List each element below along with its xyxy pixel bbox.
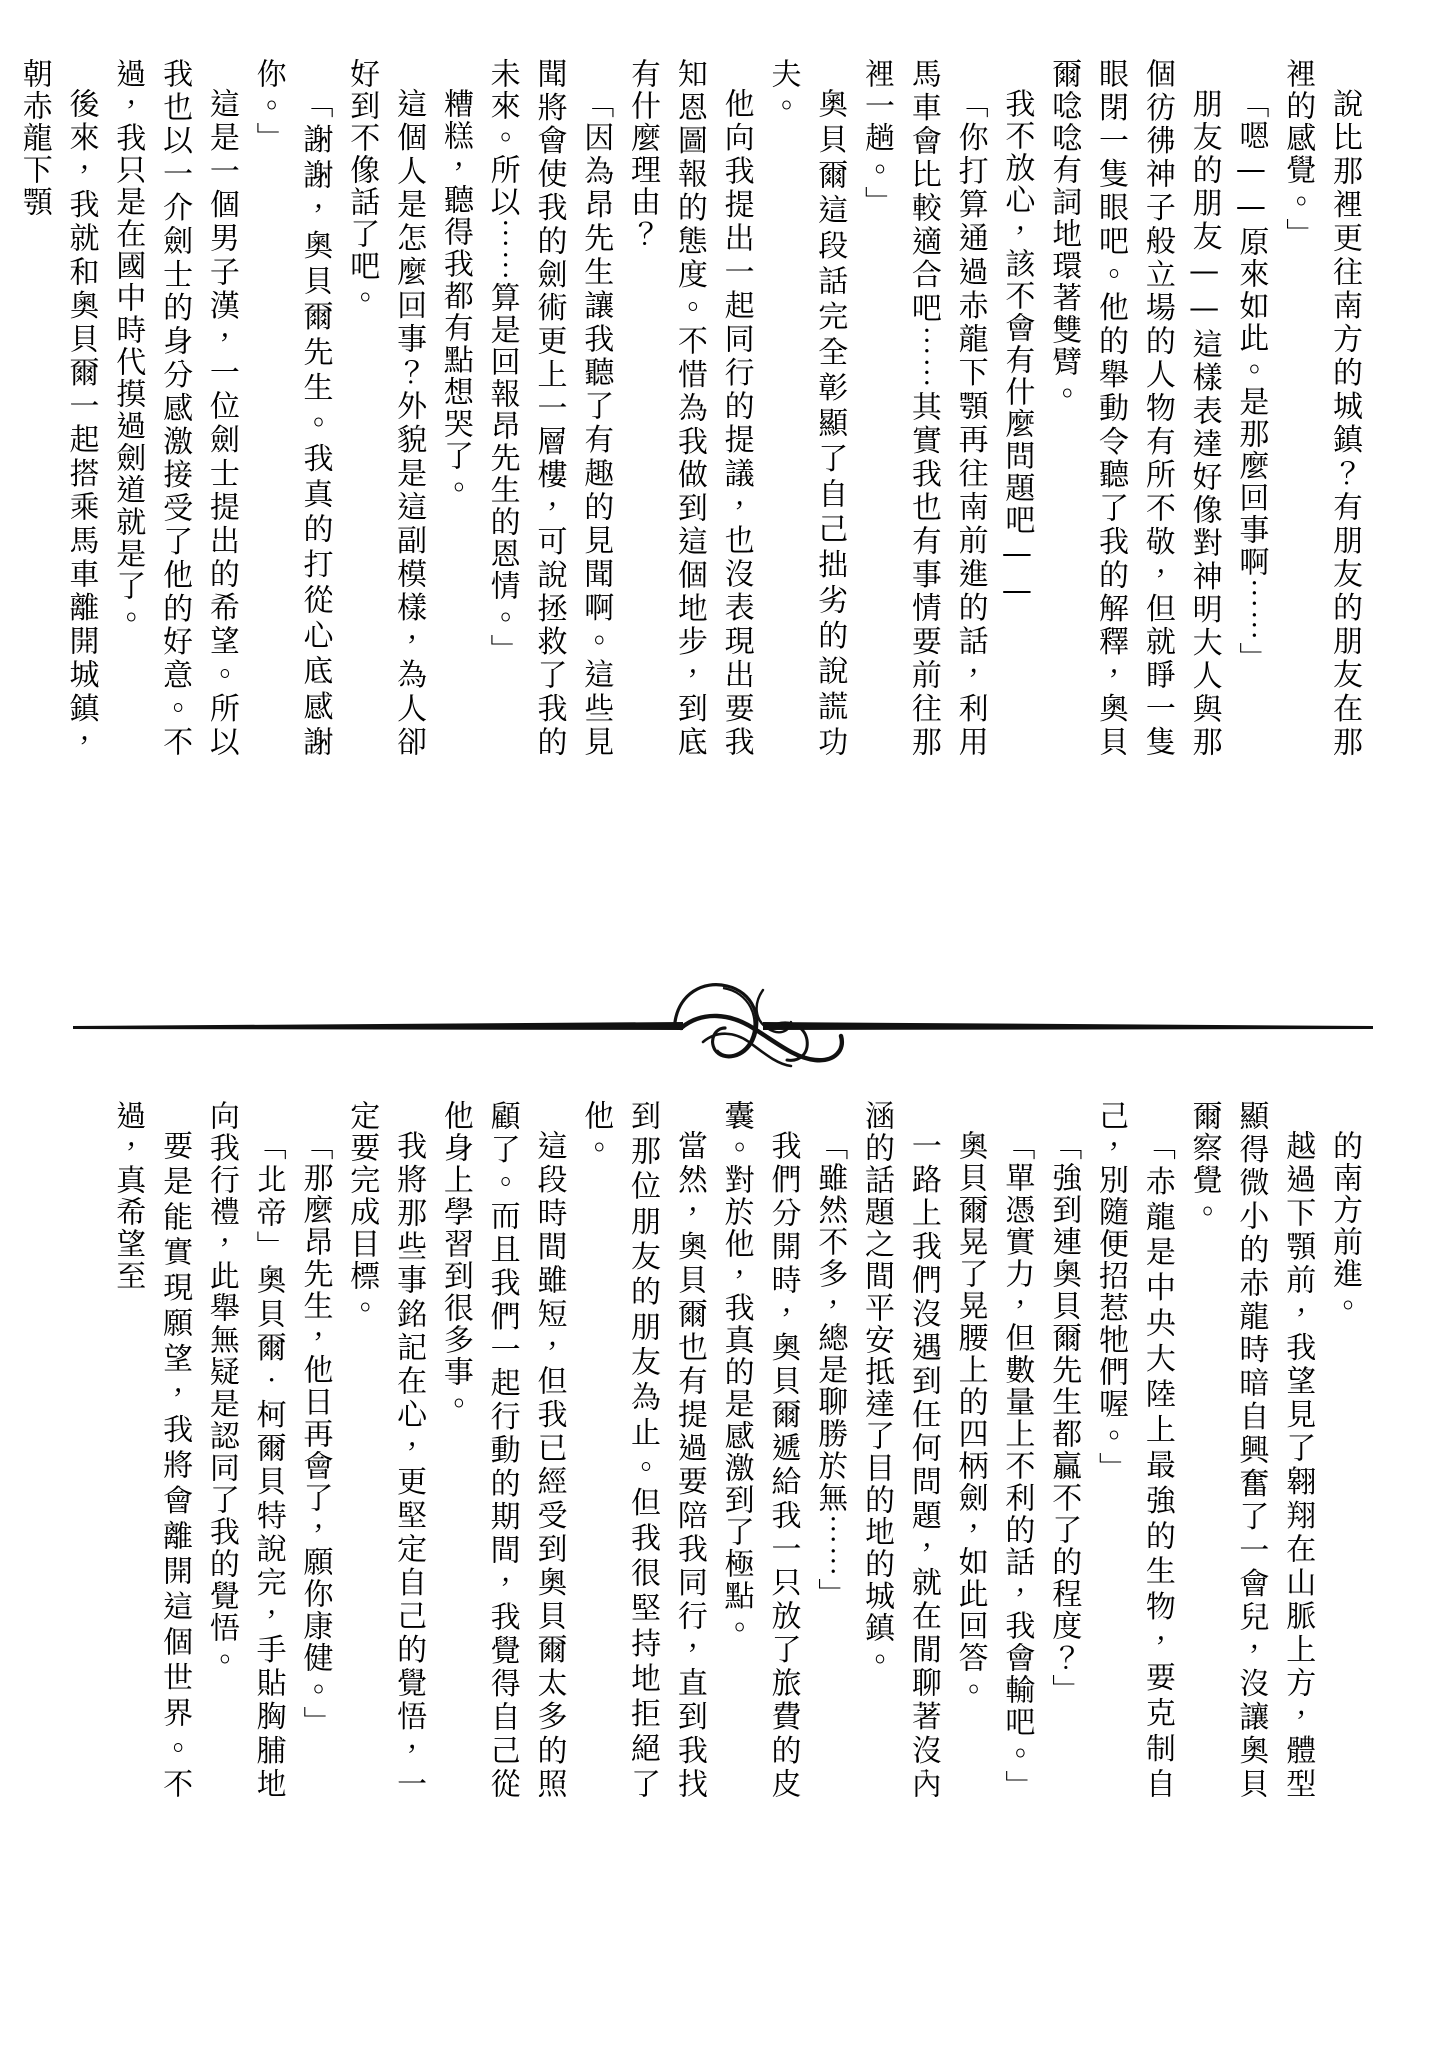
paragraph: 我們分開時，奧貝爾遞給我一只放了旅費的皮囊。對於他，我真的是感激到了極點。 <box>718 1100 801 1800</box>
paragraph: 這是一個男子漢，一位劍士提出的希望。所以我也以一介劍士的身分感激接受了他的好意。不過，我只是在國中時代摸過劍道就是了。 <box>110 58 239 758</box>
paragraph: 這段時間雖短，但我已經受到奧貝爾太多的照顧了。而且我們一起行動的期間，我覺得自己從他身上學習到很多事。 <box>437 1100 567 1800</box>
paragraph: 糟糕，聽得我都有點想哭了。 <box>437 88 473 504</box>
bottom-text-column-block <box>92 1100 1367 1800</box>
paragraph: 他向我提出一起同行的提議，也沒表現出要我知恩圖報的態度。不惜為我做到這個地步，到底有什麼理由？ <box>625 58 754 758</box>
paragraph: 後來，我就和奧貝爾一起搭乘馬車離開城鎮，朝赤龍下顎 <box>16 58 99 758</box>
paragraph: 說比那裡更往南方的城鎮？有朋友的朋友在那裡的感覺。」 <box>1280 58 1362 758</box>
paragraph: 朋友的朋友——這樣表達好像對神明大人與那個彷彿神子般立場的人物有所不敬，但就睜一隻眼閉一隻眼吧。他的舉動令聽了我的解釋，奧貝爾唸唸有詞地環著雙臂。 <box>1046 58 1222 758</box>
paragraph: 「謝謝，奧貝爾先生。我真的打從心底感謝你。」 <box>250 58 333 758</box>
paragraph: 這個人是怎麼回事？外貌是這副模樣，為人卻好到不像話了吧。 <box>344 58 427 758</box>
section-divider <box>0 970 1445 1080</box>
paragraph: 「單憑實力，但數量上不利的話，我會輸吧。」 <box>999 1130 1035 1802</box>
paragraph: 我不放心，該不會有什麼問題吧—— <box>999 88 1035 610</box>
top-text-column-block <box>16 58 1367 758</box>
paragraph: 當然，奧貝爾也有提過要陪我同行，直到我找到那位朋友的朋友為止。但我很堅持地拒絕了他。 <box>578 1100 707 1800</box>
paragraph: 我將那些事銘記在心，更堅定自己的覺悟，一定要完成目標。 <box>344 1100 427 1800</box>
paragraph: 「因為昂先生讓我聽了有趣的見聞啊。這些見聞將會使我的劍術更上一層樓，可說拯救了我的未來。所以⋯⋯算是回報昂先生的恩情。」 <box>484 58 614 758</box>
paragraph: 奧貝爾這段話完全彰顯了自己拙劣的說謊功夫。 <box>765 58 848 758</box>
paragraph: 「你打算通過赤龍下顎再往南前進的話，利用馬車會比較適合吧⋯⋯其實我也有事情要前往那裡一趟。」 <box>859 58 988 758</box>
ornamental-flourish-icon <box>63 970 1383 1080</box>
paragraph: 「雖然不多，總是聊勝於無⋯⋯」 <box>812 1130 848 1610</box>
paragraph: 奧貝爾晃了晃腰上的四柄劍，如此回答。 <box>952 1130 988 1706</box>
paragraph: 一路上我們沒遇到任何問題，就在閒聊著沒內涵的話題之間平安抵達了目的地的城鎮。 <box>859 1100 941 1800</box>
paragraph: 越過下顎前，我望見了翱翔在山脈上方，體型顯得微小的赤龍時暗自興奮了一會兒，沒讓奧貝爾察覺。 <box>1186 1100 1316 1800</box>
paragraph: 的南方前進。 <box>1327 1130 1362 1322</box>
paragraph: 要是能實現願望，我將會離開這個世界。不過，真希望至 <box>110 1100 193 1800</box>
paragraph: 「赤龍是中央大陸上最強的生物，要克制自己，別隨便招惹牠們喔。」 <box>1093 1100 1175 1800</box>
paragraph: 「那麼昂先生，他日再會了，願你康健。」 <box>297 1130 333 1738</box>
paragraph: 「北帝」奧貝爾‧柯爾貝特說完，手貼胸脯地向我行禮，此舉無疑是認同了我的覺悟。 <box>203 1100 286 1800</box>
paragraph: 「嗯——原來如此。是那麼回事啊⋯⋯」 <box>1233 88 1269 674</box>
paragraph: 「強到連奧貝爾先生都贏不了的程度？」 <box>1046 1130 1082 1706</box>
